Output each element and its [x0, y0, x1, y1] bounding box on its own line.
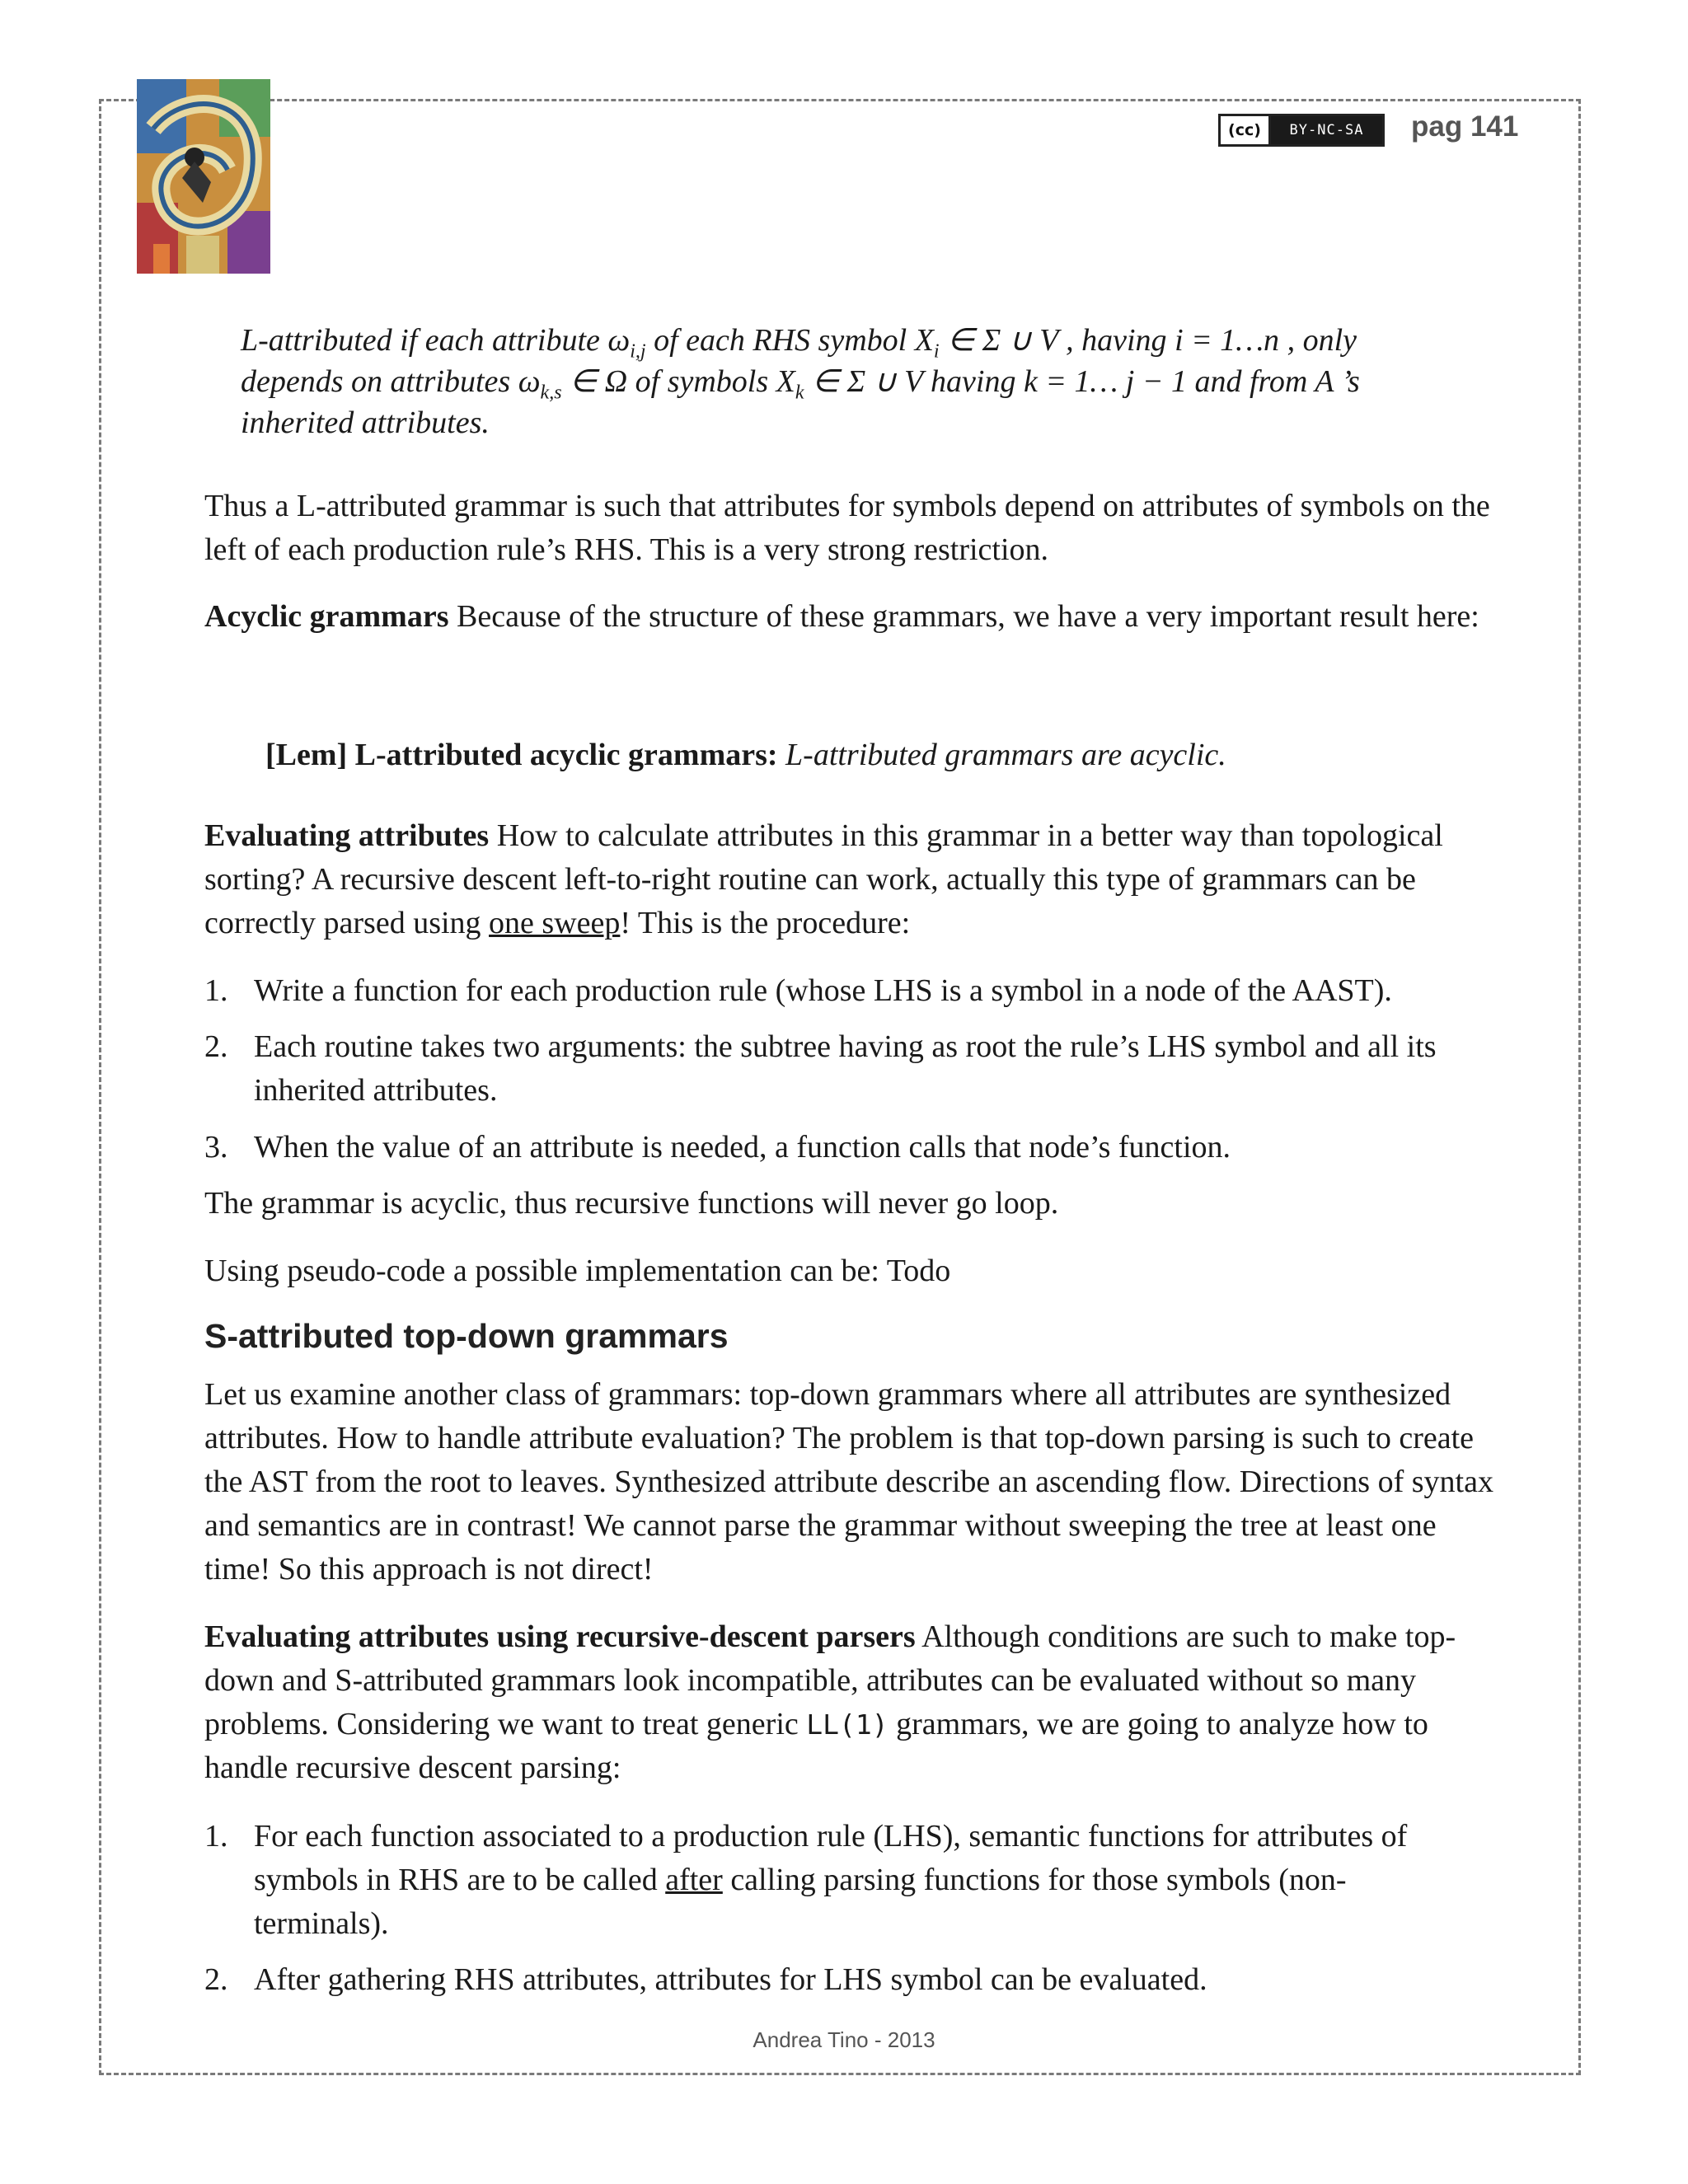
paragraph-l-attributed: Thus a L-attributed grammar is such that attributes for symbols depend on attributes of symbols on the left of each production rule’s RHS. This is a very strong restriction. — [204, 489, 1490, 567]
list-item: 2. Each routine takes two arguments: the subtree having as root the rule’s LHS symbol and all its inherited attributes. — [204, 1029, 1437, 1108]
section-heading: S-attributed top-down grammars — [204, 1317, 729, 1355]
lemma-l-attributed-acyclic: [Lem] L-attributed acyclic grammars: L-attributed grammars are acyclic. — [265, 738, 1226, 772]
paragraph-evaluating-attributes: Evaluating attributes How to calculate attributes in this grammar in a better way than topological sorting? A recursive descent left-to-right routine can work, actually this type of grammars can be correctly parsed using one sweep! This is the procedure: — [204, 818, 1443, 940]
definition-line-2: depends on attributes $\omega_{k,s}$ ∈ Ω of symbols $X_k$ ∈ Σ ∪ V having k = 1… j − 1 and from A ’s — [241, 364, 1360, 404]
cc-icon: (cc) — [1221, 116, 1271, 144]
one-sweep-underline: one sweep — [489, 906, 621, 940]
paragraph-acyclic-grammars: Acyclic grammars Because of the structure of these grammars, we have a very important result here: — [204, 599, 1479, 634]
ll1-code: LL(1) — [806, 1708, 889, 1741]
cc-license-badge[interactable] — [1218, 114, 1385, 147]
definition-line-1: L-attributed if each attribute $\omega_{i,j}$ of each RHS symbol $X_i$ ∈ Σ ∪ V , having i = 1…n , only — [241, 323, 1357, 363]
license-terms: BY-NC-SA — [1271, 116, 1382, 144]
cover-artwork — [137, 79, 270, 274]
after-underline: after — [665, 1863, 723, 1897]
paragraph-pseudo-code: Using pseudo-code a possible implementation can be: Todo — [204, 1254, 951, 1288]
paragraph-s-attributed: Let us examine another class of grammars: top-down grammars where all attributes are synthesized attributes. How to handle attribute evaluation? The problem is that top-down parsing is such to create the AST from the root to leaves. Synthesized attribute describe an ascending flow. Directions of syntax and semantics are in contrast! We cannot parse the grammar without sweeping the tree at least one time! So this approach is not direct! — [204, 1377, 1493, 1586]
footer-author: Andrea Tino - 2013 — [753, 2027, 935, 2052]
list-item: 2. After gathering RHS attributes, attributes for LHS symbol can be evaluated. — [204, 1962, 1207, 1997]
definition-line-3: inherited attributes. — [241, 405, 490, 440]
list-item: 1. For each function associated to a production rule (LHS), semantic functions for attributes of symbols in RHS are to be called after calling parsing functions for those symbols (non-terminals). — [204, 1819, 1408, 1941]
list-item: 3. When the value of an attribute is needed, a function calls that node’s function. — [204, 1130, 1231, 1165]
page-number: pag 141 — [1411, 110, 1519, 143]
paragraph-acyclic-loop: The grammar is acyclic, thus recursive functions will never go loop. — [204, 1186, 1059, 1221]
paragraph-recursive-descent: Evaluating attributes using recursive-descent parsers Although conditions are such to make top-down and S-attributed grammars look incompatible, attributes can be evaluated without so many problems. Considering we want to treat generic LL(1) grammars, we are going to analyze how to handle recursive descent parsing: — [204, 1619, 1456, 1785]
list-item: 1. Write a function for each production rule (whose LHS is a symbol in a node of the AAST). — [204, 973, 1392, 1008]
